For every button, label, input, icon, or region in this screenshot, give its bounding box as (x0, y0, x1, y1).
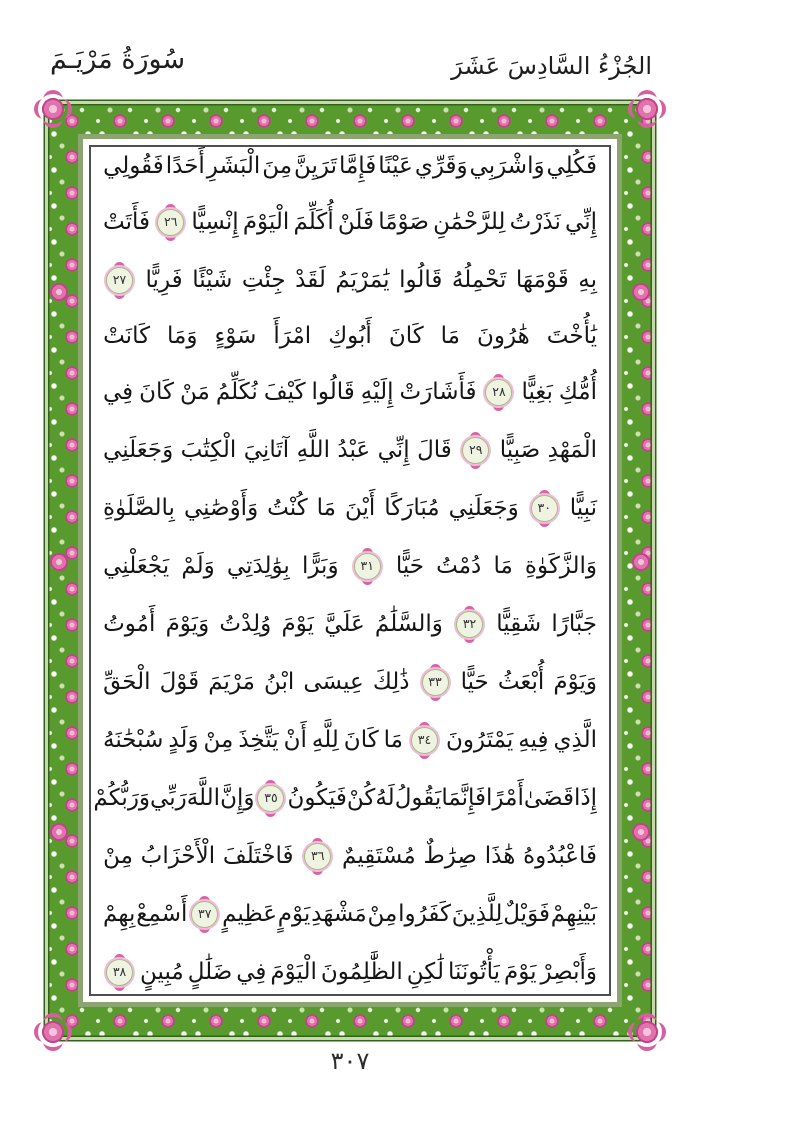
quran-word: وَأَوْصَٰنِي (183, 495, 259, 521)
corner-flower-icon (38, 94, 68, 124)
quran-word: اللَّهِ (296, 437, 330, 463)
quran-word: رَبِّي (150, 785, 187, 811)
quran-word: لِلَّذِينَ (451, 901, 503, 927)
quran-word: أُمُّكِ (558, 379, 597, 405)
quran-word: مُبَارَكًا (384, 495, 440, 521)
quran-line (103, 959, 597, 986)
quran-word: بِالصَّلَوٰةِ (103, 495, 175, 521)
quran-word: هَٰرُونَ (476, 323, 530, 349)
quran-word: شَيْئًا (192, 267, 233, 293)
quran-word: لَقَدْ (295, 267, 326, 293)
quran-word: كُنْ (346, 785, 376, 811)
quran-word: عَلَيَّ (324, 611, 365, 637)
edge-flower-icon (630, 281, 652, 303)
quran-word: جِئْتِ (241, 267, 286, 293)
ayah-end-marker: ٣٥ (257, 785, 284, 812)
quran-word: فَيَكُونُ (287, 785, 347, 811)
quran-word: كَانَ (388, 323, 424, 349)
quran-word: قَوْمَهَا (515, 267, 569, 293)
quran-line (103, 611, 597, 638)
quran-word: مُبِينٍ (140, 959, 184, 985)
quran-word: بَيْنِهِمْ (550, 901, 597, 927)
quran-word: وَالزَّكَوٰةِ (524, 553, 597, 579)
quran-line (103, 437, 597, 464)
quran-word: وَبَرًّا (301, 553, 339, 579)
ornamental-border-frame (45, 101, 655, 1040)
quran-word: قَالُوا (311, 379, 355, 405)
ayah-end-marker: ٣٤ (411, 727, 438, 754)
quran-word: قَالُوا (399, 267, 443, 293)
quran-word: مَنْ (180, 379, 210, 405)
quran-word: وَجَعَلَنِي (103, 437, 174, 463)
quran-word: صَوْمًا (378, 209, 429, 235)
juz-title: الجُزْءُ السَّادِسَ عَشَرَ (451, 52, 652, 80)
quran-word: صَبِيًّا (499, 437, 541, 463)
quran-word: أَحَدًا (165, 153, 205, 179)
quran-word: نَبِيًّا (569, 495, 597, 521)
quran-word: مِنَ (262, 153, 293, 179)
quran-word: فِي (103, 379, 134, 405)
quran-word: الْبَشَرِ (206, 153, 261, 179)
page-number: ٣٠٧ (330, 1047, 370, 1075)
quran-word: الظَّٰلِمُونَ (320, 959, 403, 985)
quran-word: فَلَنْ (337, 209, 375, 235)
quran-word: إِنِّي (565, 209, 597, 235)
quran-word: يَأْتُونَنَا (447, 959, 500, 985)
quran-word: امْرَأَ (273, 323, 312, 349)
quran-line (103, 379, 597, 406)
edge-flower-icon (48, 551, 70, 573)
quran-word: فَأَشَارَتْ (399, 379, 477, 405)
edge-flower-icon (48, 821, 70, 843)
quran-word: عَبْدُ (337, 437, 371, 463)
quran-word: نَذَرْتُ (509, 209, 561, 235)
quran-word: ذَٰلِكَ (372, 669, 410, 695)
quran-word: مَشْهَدِ (311, 901, 367, 927)
quran-line (103, 727, 597, 754)
quran-word: يَوْمٍ (277, 901, 311, 927)
corner-flower-icon (632, 94, 662, 124)
quran-word: بِهِمْ (103, 901, 136, 927)
ayah-end-marker: ٣٦ (304, 843, 331, 870)
quran-word: وَالسَّلَٰمُ (374, 611, 443, 637)
quran-word: مَرْيَمَ (208, 669, 255, 695)
quran-word: فِي (236, 959, 267, 985)
quran-word: ضَلَٰلٍ (187, 959, 233, 985)
quran-word: مَا (316, 495, 336, 521)
quran-word: وَمَا (167, 323, 198, 349)
quran-word: وُلِدْتُ (219, 611, 272, 637)
quran-word: مُسْتَقِيمٌ (342, 843, 416, 869)
quran-word: إِنِّي (377, 437, 410, 463)
quran-word: إِذَا (573, 785, 597, 811)
quran-word: لِلرَّحْمَٰنِ (433, 209, 506, 235)
quran-word: فَاخْتَلَفَ (222, 843, 294, 869)
quran-word: يَٰأُخْتَ (546, 323, 597, 349)
quran-word: سُبْحَٰنَهُ (103, 727, 164, 753)
quran-word: أَنْ (283, 727, 307, 753)
quran-text-area (93, 149, 607, 992)
quran-word: يَقُولُ (394, 785, 442, 811)
quran-word: عَظِيمٍ (222, 901, 277, 927)
quran-word: قَضَىٰ (523, 785, 574, 811)
quran-word: تَحْمِلُهُ (451, 267, 507, 293)
quran-word: لَهُ (375, 785, 395, 811)
quran-line (103, 209, 597, 236)
quran-word: فَكُلِي (546, 153, 597, 179)
surah-title: سُورَةُ مَرْيَـمَ (50, 44, 186, 75)
quran-word: وَقَرِّي (414, 153, 468, 179)
quran-word: وَلَمْ (181, 553, 215, 579)
quran-word: مَا (383, 727, 403, 753)
quran-word: قَالَ (417, 437, 452, 463)
quran-word: مَا (493, 553, 513, 579)
quran-word: لَٰكِنِ (406, 959, 444, 985)
ayah-end-marker: ٢٦ (157, 209, 184, 236)
quran-word: مِنْ (367, 901, 398, 927)
ayah-end-marker: ٣٠ (531, 495, 558, 522)
quran-word: وَجَعَلَنِي (448, 495, 519, 521)
quran-word: أَبُوكِ (328, 323, 372, 349)
ayah-end-marker: ٢٧ (106, 267, 133, 294)
quran-word: جَبَّارًا (551, 611, 597, 637)
quran-word: شَقِيًّا (496, 611, 542, 637)
quran-word: كَانَ (343, 727, 379, 753)
quran-word: وَلَدٍ (168, 727, 199, 753)
quran-word: الْكِتَٰبَ (180, 437, 237, 463)
ayah-end-marker: ٣١ (354, 553, 381, 580)
quran-line (103, 901, 597, 928)
quran-word: وَيَوْمَ (553, 669, 597, 695)
quran-line (103, 669, 597, 696)
quran-word: آتَانِيَ (243, 437, 290, 463)
quran-word: يَٰمَرْيَمُ (335, 267, 390, 293)
quran-line (103, 155, 597, 178)
quran-word: الْيَوْمَ (270, 959, 317, 985)
quran-word: الْحَقِّ (103, 669, 151, 695)
quran-word: قَوْلَ (159, 669, 200, 695)
quran-word: بِوَٰلِدَتِي (226, 553, 290, 579)
quran-word: هَٰذَا (484, 843, 516, 869)
quran-word: ابْنُ (264, 669, 295, 695)
ayah-end-marker: ٢٩ (462, 437, 489, 464)
ayah-end-marker: ٣٨ (106, 959, 133, 986)
quran-word: إِلَيْهِ (360, 379, 394, 405)
quran-line (103, 553, 597, 580)
quran-word: فَرِيًّا (145, 267, 183, 293)
quran-word: كَانَتْ (103, 323, 151, 349)
quran-word: الْمَهْدِ (547, 437, 597, 463)
quran-word: بِهِ (578, 267, 597, 293)
corner-flower-icon (632, 1017, 662, 1047)
quran-word: الْيَوْمَ (242, 209, 290, 235)
quran-line (103, 495, 597, 522)
quran-word: حَيًّا (460, 669, 489, 695)
quran-word: كُنْتُ (267, 495, 308, 521)
quran-word: أَسْمِعْ (136, 901, 188, 927)
quran-word: كَفَرُوا (398, 901, 451, 927)
corner-flower-icon (38, 1017, 68, 1047)
quran-word: وَرَبُّكُمْ (93, 785, 151, 811)
quran-word: نُكَلِّمُ (215, 379, 258, 405)
quran-word: وَأَبْصِرْ (540, 959, 597, 985)
edge-flower-icon (630, 551, 652, 573)
quran-word: يَوْمَ (281, 611, 314, 637)
quran-line (93, 785, 597, 812)
quran-word: صِرَٰطٌ (423, 843, 477, 869)
quran-line (103, 267, 597, 294)
quran-line (103, 325, 597, 348)
quran-word: وَيَوْمَ (165, 611, 210, 637)
edge-flower-icon (630, 821, 652, 843)
quran-word: يَجْعَلْنِي (103, 553, 170, 579)
ayah-end-marker: ٣٣ (422, 669, 449, 696)
quran-word: فِيهِ (518, 727, 549, 753)
quran-word: وَاشْرَبِي (469, 153, 545, 179)
ayah-end-marker: ٣٧ (191, 901, 218, 928)
quran-word: بَغِيًّا (521, 379, 553, 405)
quran-word: أَيْنَ (344, 495, 376, 521)
quran-word: حَيًّا (395, 553, 425, 579)
quran-word: تَرَيِنَّ (294, 153, 338, 179)
quran-word: إِنْسِيًّا (191, 209, 239, 235)
ayah-end-marker: ٣٢ (456, 611, 483, 638)
quran-word: مِنْ (203, 727, 234, 753)
quran-word: فَاعْبُدُوهُ (523, 843, 597, 869)
quran-word: مِنْ (103, 843, 133, 869)
quran-word: سَوْءٍ (214, 323, 257, 349)
quran-word: فَأَتَتْ (103, 209, 151, 235)
quran-word: يَمْتَرُونَ (445, 727, 514, 753)
quran-word: وَإِنَّ (220, 785, 255, 811)
quran-word: أَمْرًا (486, 785, 524, 811)
quran-word: أُكَلِّمَ (293, 209, 334, 235)
quran-word: عِيسَى (303, 669, 364, 695)
quran-word: عَيْنًا (378, 153, 413, 179)
quran-word: يَتَّخِذَ (238, 727, 279, 753)
quran-word: يَوْمَ (503, 959, 537, 985)
quran-word: الَّذِي (553, 727, 597, 753)
quran-word: فَإِنَّمَا (441, 785, 487, 811)
quran-word: كَيْفَ (263, 379, 306, 405)
quran-word: فَوَيْلٌ (503, 901, 550, 927)
quran-word: اللَّهَ (186, 785, 221, 811)
quran-word: فَإِمَّا (338, 153, 377, 179)
quran-word: الْأَحْزَابُ (140, 843, 216, 869)
quran-word: كَانَ (139, 379, 175, 405)
edge-flower-icon (48, 281, 70, 303)
quran-word: فَقُولِي (103, 153, 164, 179)
ayah-end-marker: ٢٨ (485, 379, 512, 406)
quran-word: لِلَّهِ (311, 727, 339, 753)
quran-word: مَا (440, 323, 460, 349)
quran-word: أَمُوتُ (103, 611, 156, 637)
quran-word: أُبْعَثُ (497, 669, 545, 695)
quran-word: دُمْتُ (436, 553, 482, 579)
quran-line (103, 843, 597, 870)
